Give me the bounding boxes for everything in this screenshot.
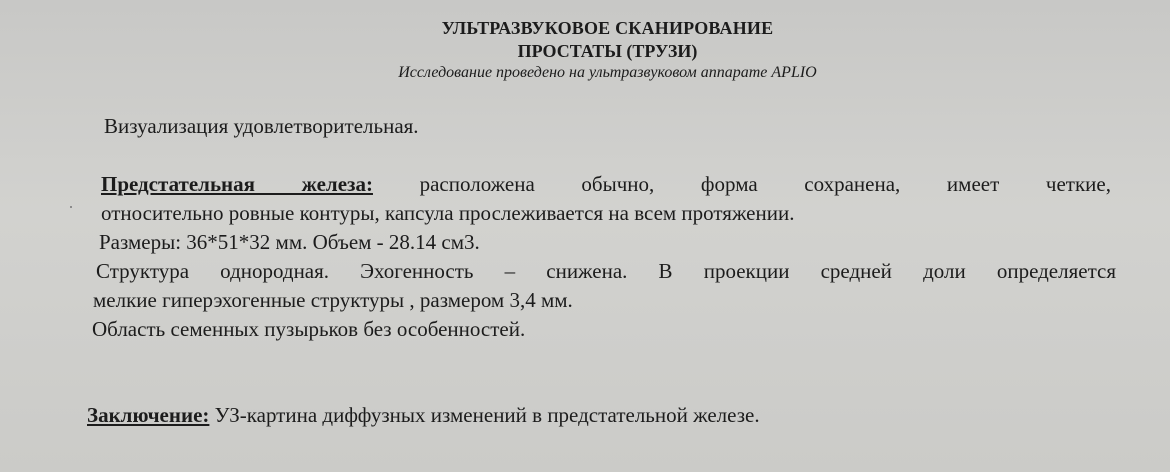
structure-line1 [96,258,1116,284]
structure-text: Структура однородная. Эхогенность – снижена. В проекции средней доли определяется [96,259,1116,283]
report-subtitle: Исследование проведено на ультразвуковом аппарате APLIO [398,64,817,81]
structure-line2: мелкие гиперэхогенные структуры , размером 3,4 мм. [93,288,573,312]
paper-mark [70,206,72,208]
conclusion-label: Заключение: [87,403,210,427]
prostate-paragraph-line1 [101,171,1111,197]
conclusion-line [87,402,760,428]
prostate-description: расположена обычно, форма сохранена, имеет четкие, [372,172,1111,196]
report-title-line2: ПРОСТАТЫ (ТРУЗИ) [517,41,698,61]
report-title-line1: УЛЬТРАЗВУКОВОЕ СКАНИРОВАНИЕ [441,18,774,38]
conclusion-text: УЗ-картина диффузных изменений в предстательной железе. [209,403,760,427]
prostate-label: Предстательная железа: [101,172,373,196]
visualization-text: Визуализация удовлетворительная. [104,114,419,138]
vesicles-text: Область семенных пузырьков без особенностей. [92,317,526,341]
sizes-text: Размеры: 36*51*32 мм. Объем - 28.14 см3. [99,230,480,254]
prostate-paragraph-line2: относительно ровные контуры, капсула прослеживается на всем протяжении. [101,201,795,225]
